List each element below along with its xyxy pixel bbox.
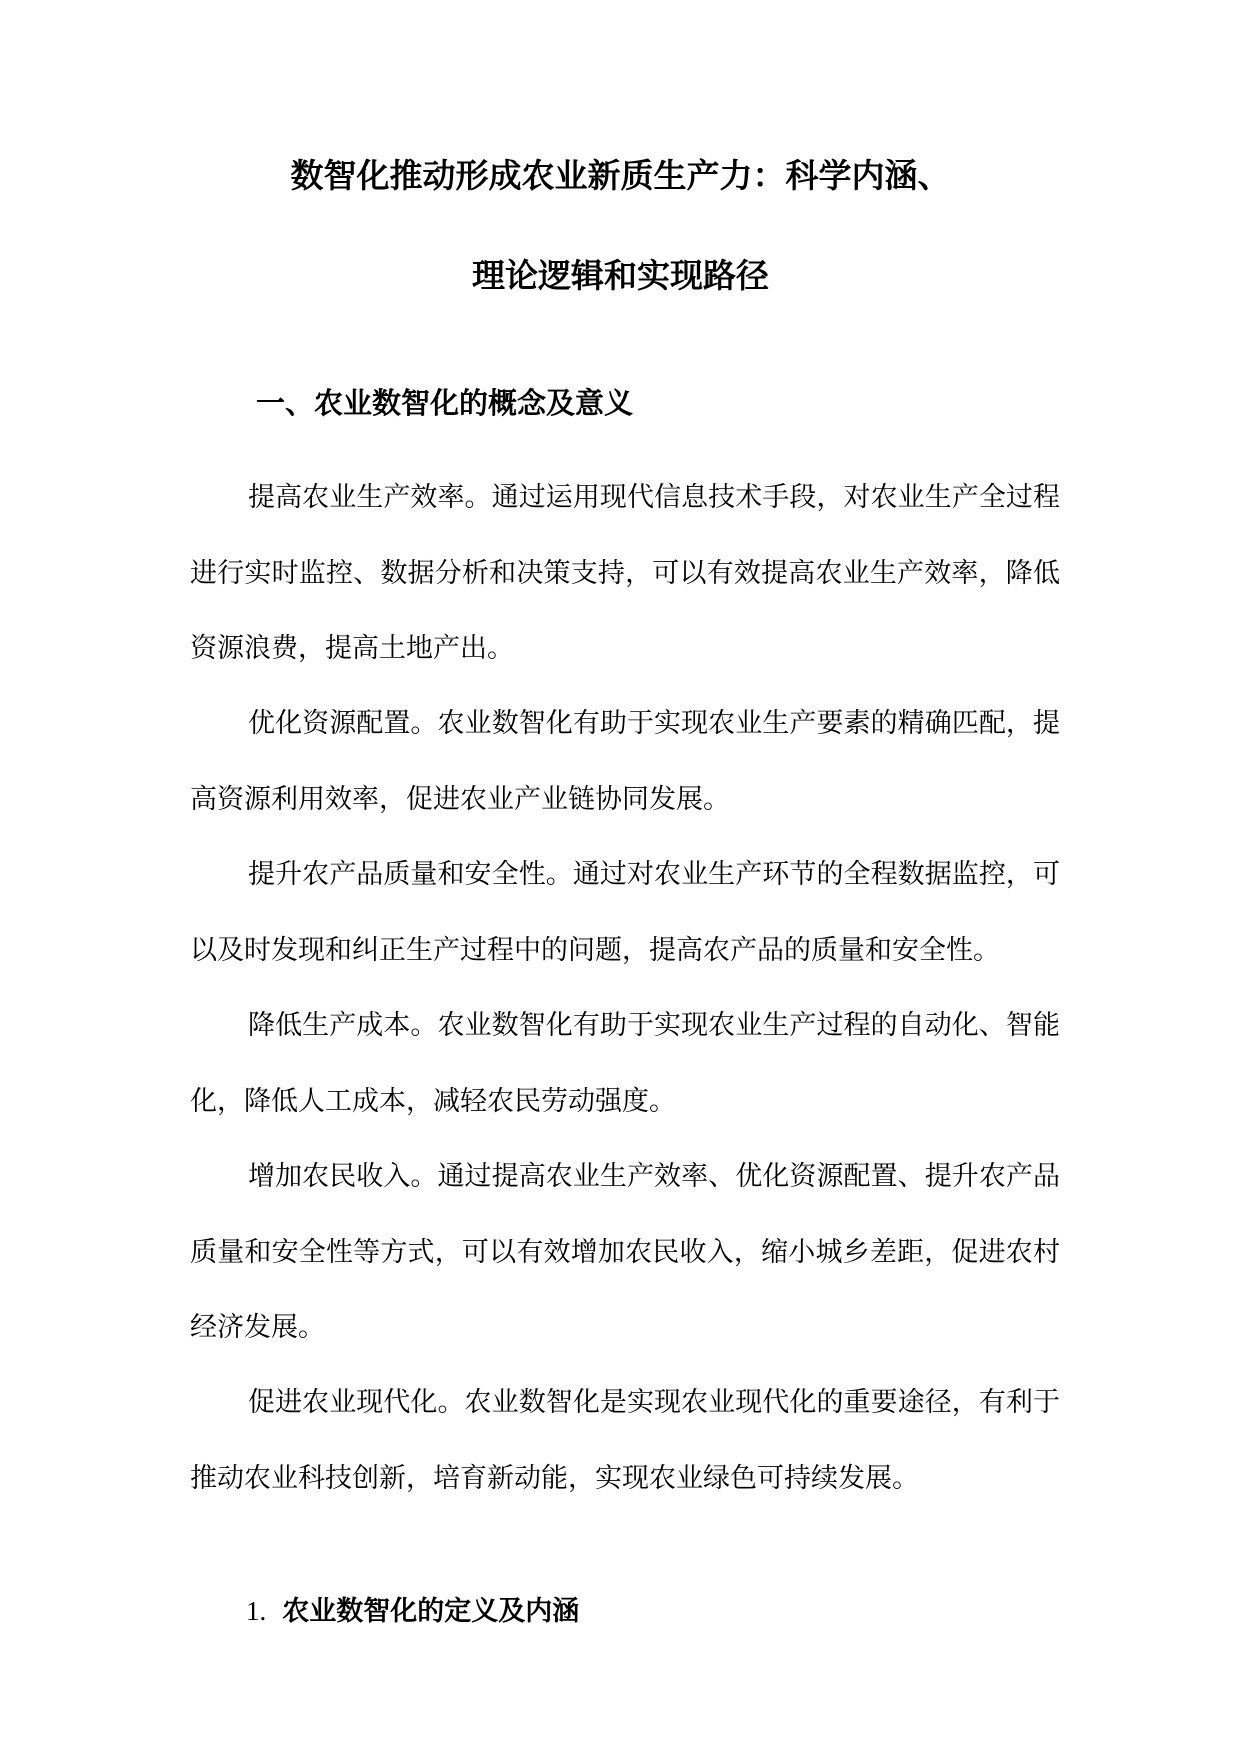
- document-title-line-2: 理论逻辑和实现路径: [472, 256, 769, 295]
- paragraph: 提高农业生产效率。通过运用现代信息技术手段，对农业生产全过程进行实时监控、数据分析和决策支持，可以有效提高农业生产效率，降低资源浪费，提高土地产出。: [190, 482, 1060, 664]
- subsection-title: 农业数智化的定义及内涵: [282, 1596, 580, 1627]
- paragraph: 降低生产成本。农业数智化有助于实现农业生产过程的自动化、智能化，降低人工成本，减轻农民劳动强度。: [190, 1010, 1060, 1117]
- paragraph: 增加农民收入。通过提高农业生产效率、优化资源配置、提升农产品质量和安全性等方式，可以有效增加农民收入，缩小城乡差距，促进农村经济发展。: [190, 1161, 1060, 1343]
- paragraph: 提升农产品质量和安全性。通过对农业生产环节的全程数据监控，可以及时发现和纠正生产过程中的问题，提高农产品的质量和安全性。: [190, 859, 1060, 966]
- document-title-line-1: 数智化推动形成农业新质生产力：科学内涵、: [290, 156, 951, 195]
- paragraph: 优化资源配置。农业数智化有助于实现农业生产要素的精确匹配，提高资源利用效率，促进农业产业链协同发展。: [190, 708, 1060, 815]
- paragraph: 促进农业现代化。农业数智化是实现农业现代化的重要途径，有利于推动农业科技创新，培育新动能，实现农业绿色可持续发展。: [190, 1387, 1060, 1494]
- subsection-number: 1.: [246, 1596, 267, 1626]
- section-heading: 一、农业数智化的概念及意义: [256, 386, 634, 420]
- subsection-heading: [246, 1592, 579, 1631]
